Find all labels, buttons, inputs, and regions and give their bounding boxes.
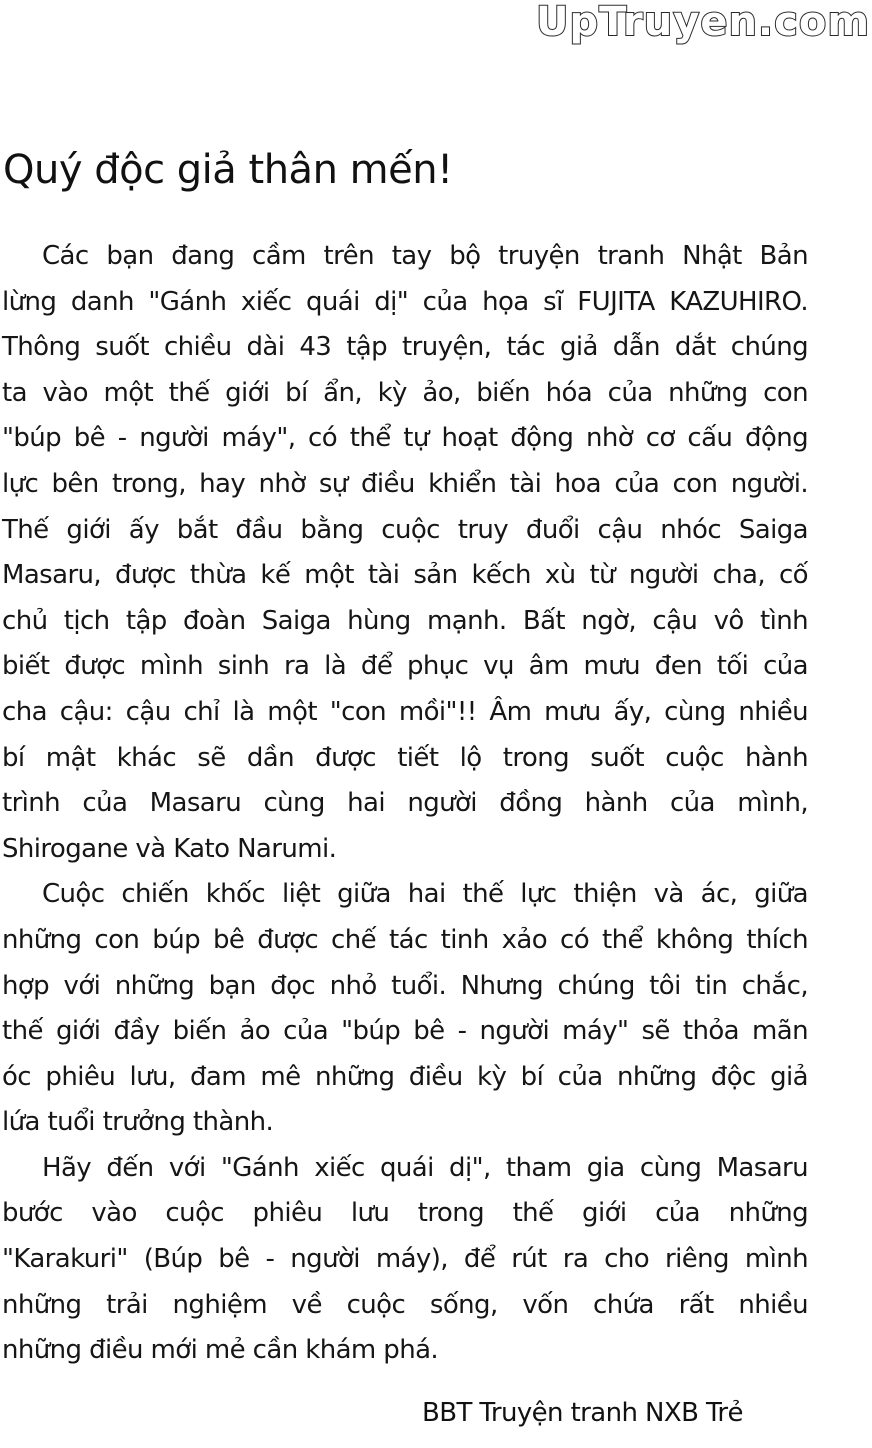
text-line: những điều mới mẻ cần khám phá. (2, 1335, 439, 1366)
text-line: "búp bê - người máy", có thể tự hoạt động nhờ cơ cấu động (2, 423, 808, 454)
text-line: những con búp bê được chế tác tinh xảo có thể không thích (2, 924, 808, 955)
text-line: lừng danh "Gánh xiếc quái dị" của họa sĩ FUJITA KAZUHIRO. (2, 286, 808, 317)
text-line: cha cậu: cậu chỉ là một "con mồi"!! Âm mưu ấy, cùng nhiều (2, 696, 808, 727)
text-line: chủ tịch tập đoàn Saiga hùng mạnh. Bất ngờ, cậu vô tình (2, 605, 808, 636)
text-line: lực bên trong, hay nhờ sự điều khiển tài hoa của con người. (2, 468, 808, 499)
paragraph-2 (0, 872, 830, 1146)
text-line: "Karakuri" (Búp bê - người máy), để rút ra cho riêng mình (2, 1244, 808, 1275)
text-line: những trải nghiệm về cuộc sống, vốn chứa rất nhiều (2, 1289, 808, 1320)
text-line: bí mật khác sẽ dần được tiết lộ trong suốt cuộc hành (2, 742, 808, 773)
text-line: Các bạn đang cầm trên tay bộ truyện tranh Nhật Bản (42, 241, 808, 271)
text-line: Shirogane và Kato Narumi. (2, 833, 337, 864)
paragraph-1 (0, 234, 830, 872)
text-line: Thông suốt chiều dài 43 tập truyện, tác giả dẫn dắt chúng (2, 332, 808, 363)
letter-signature: BBT Truyện tranh NXB Trẻ (422, 1398, 743, 1428)
text-line: ta vào một thế giới bí ẩn, kỳ ảo, biến hóa của những con (2, 377, 808, 408)
text-line: Cuộc chiến khốc liệt giữa hai thế lực thiện và ác, giữa (42, 879, 808, 910)
text-line: trình của Masaru cùng hai người đồng hành của mình, (2, 788, 808, 819)
text-line: lứa tuổi trưởng thành. (2, 1107, 274, 1138)
text-line: bước vào cuộc phiêu lưu trong thế giới của những (2, 1198, 808, 1229)
letter-body (0, 234, 830, 1374)
site-watermark: UpTruyen.com (536, 0, 870, 45)
text-line: Thế giới ấy bắt đầu bằng cuộc truy đuổi cậu nhóc Saiga (2, 514, 808, 545)
letter-greeting-title: Quý độc giả thân mến! (3, 147, 453, 193)
text-line: thế giới đầy biến ảo của "búp bê - người máy" sẽ thỏa mãn (2, 1016, 808, 1047)
paragraph-3 (0, 1146, 830, 1374)
text-line: Hãy đến với "Gánh xiếc quái dị", tham gia cùng Masaru (42, 1152, 808, 1183)
text-line: óc phiêu lưu, đam mê những điều kỳ bí của những độc giả (2, 1061, 808, 1092)
text-line: hợp với những bạn đọc nhỏ tuổi. Nhưng chúng tôi tin chắc, (2, 970, 808, 1001)
text-line: biết được mình sinh ra là để phục vụ âm mưu đen tối của (2, 651, 808, 682)
text-line: Masaru, được thừa kế một tài sản kếch xù từ người cha, cố (2, 560, 808, 591)
